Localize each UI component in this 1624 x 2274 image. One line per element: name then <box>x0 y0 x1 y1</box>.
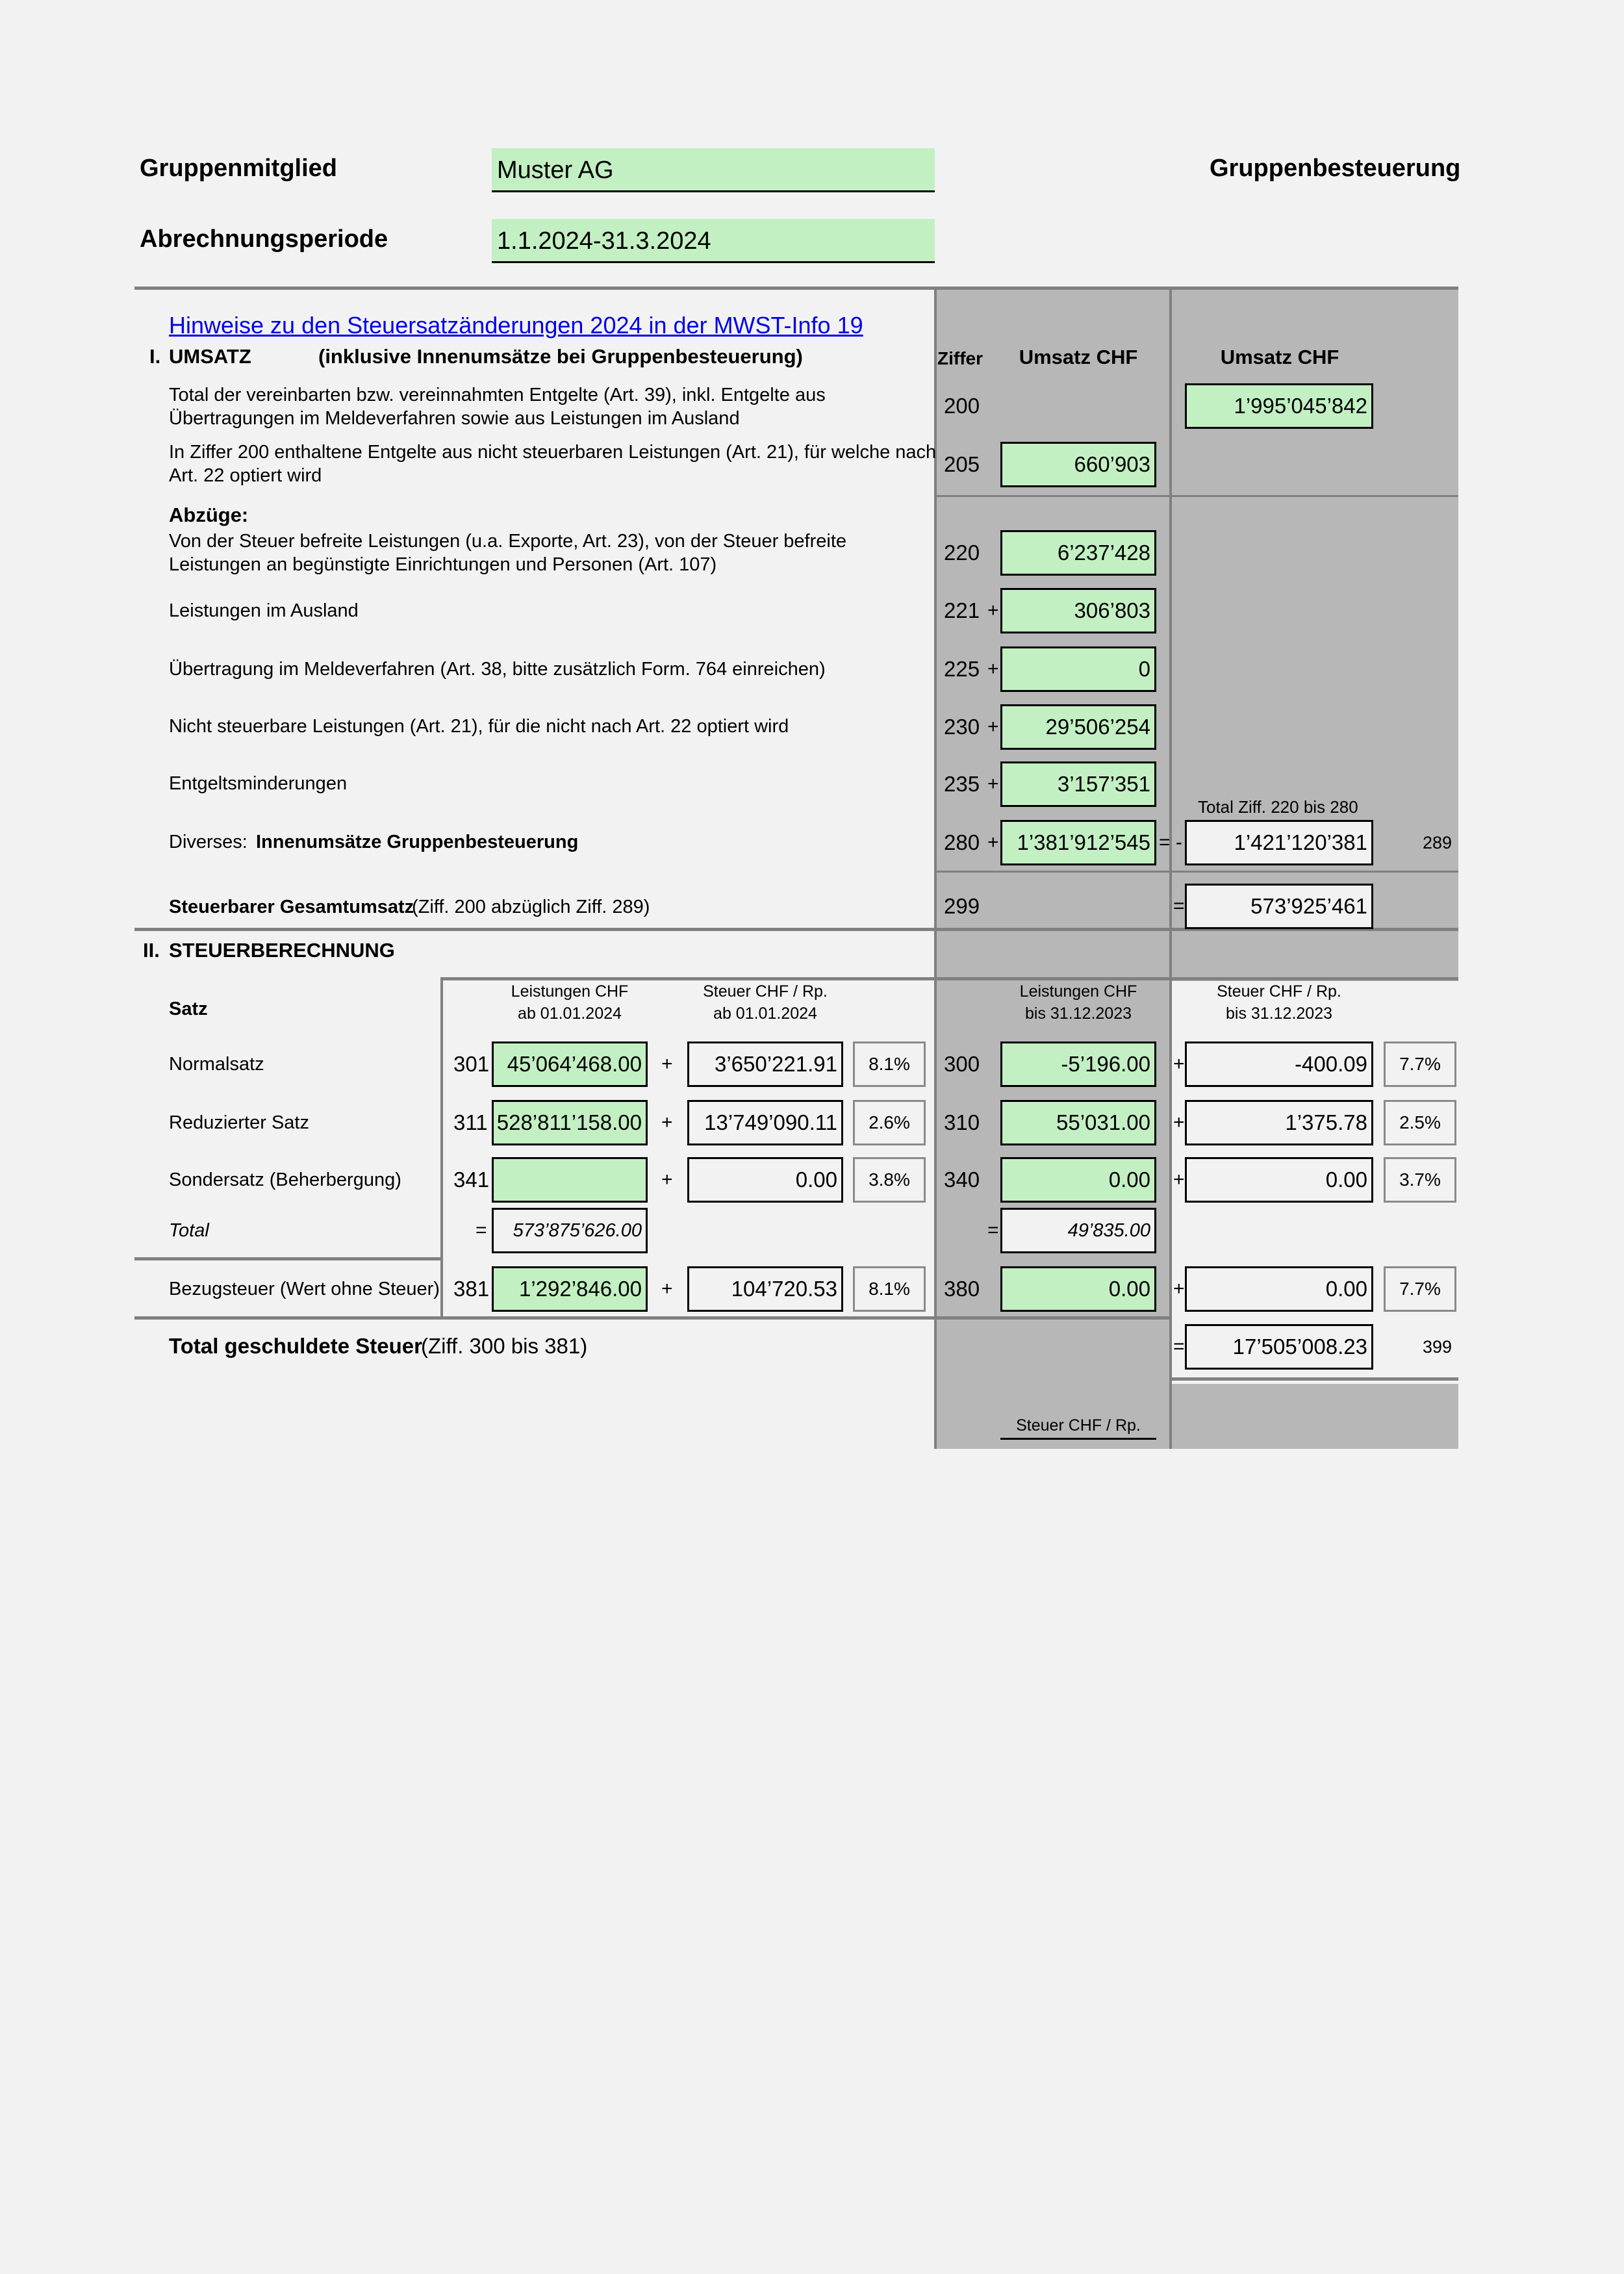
abzuege-title: Abzüge: <box>169 504 249 526</box>
r200-input[interactable]: 1’995’045’842 <box>1185 383 1373 429</box>
reduziert-label: Reduzierter Satz <box>169 1112 309 1133</box>
section2-title: STEUERBERECHNUNG <box>169 939 395 962</box>
total-new-eq: = <box>476 1220 487 1241</box>
r341-plus: + <box>661 1169 673 1190</box>
r380-code: 380 <box>944 1277 980 1301</box>
h-steuer-old-1: Steuer CHF / Rp. <box>1217 982 1341 1001</box>
col-umsatz-2: Umsatz CHF <box>1220 346 1339 368</box>
r280-label-prefix: Diverses: <box>169 832 247 852</box>
total-label: Total <box>169 1220 209 1241</box>
r230-plus: + <box>987 716 999 737</box>
r341-tax: 0.00 <box>687 1157 843 1203</box>
bottom-steuer-underline <box>1000 1438 1156 1440</box>
r310-plus: + <box>1173 1112 1185 1133</box>
satz-label: Satz <box>169 999 208 1019</box>
r230-code: 230 <box>944 715 980 739</box>
r300-code: 300 <box>944 1052 980 1076</box>
r221-label: Leistungen im Ausland <box>169 600 359 621</box>
r205-input[interactable]: 660’903 <box>1000 442 1156 487</box>
r299-eq: = <box>1173 895 1185 917</box>
r225-input[interactable]: 0 <box>1000 646 1156 692</box>
r220-label-2: Leistungen an begünstigte Einrichtungen und Personen (Art. 107) <box>169 554 717 575</box>
total-tax-label: Total geschuldete Steuer <box>169 1334 422 1358</box>
r220-code: 220 <box>944 541 980 565</box>
divider-steuer-header <box>442 977 1458 980</box>
total-220-280-label: Total Ziff. 220 bis 280 <box>1198 797 1358 817</box>
group-label: Gruppenbesteuerung <box>1210 155 1461 182</box>
r299-label-rest: (Ziff. 200 abzüglich Ziff. 289) <box>412 897 650 917</box>
total-old-eq: = <box>987 1220 999 1241</box>
r381-rate: 8.1% <box>853 1266 926 1312</box>
h-leist-new-2: ab 01.01.2024 <box>518 1004 622 1023</box>
r381-tax: 104’720.53 <box>687 1266 843 1312</box>
r311-rate: 2.6% <box>853 1100 926 1145</box>
r301-tax: 3’650’221.91 <box>687 1041 843 1087</box>
r280-eqminus: = - <box>1159 832 1182 853</box>
r225-label: Übertragung im Meldeverfahren (Art. 38, bitte zusätzlich Form. 764 einreichen) <box>169 659 826 680</box>
r311-code: 311 <box>453 1110 488 1134</box>
period-label: Abrechnungsperiode <box>140 225 388 253</box>
r225-code: 225 <box>944 657 980 681</box>
r310-tax: 1’375.78 <box>1185 1100 1373 1145</box>
r221-input[interactable]: 306’803 <box>1000 588 1156 633</box>
r280-plus: + <box>987 832 999 853</box>
r340-rate: 3.7% <box>1384 1157 1456 1203</box>
divider-col-2 <box>1169 289 1172 1449</box>
r200-label-1: Total der vereinbarten bzw. vereinnahmten Entgelte (Art. 39), inkl. Entgelte aus <box>169 385 826 405</box>
bottom-steuer-label: Steuer CHF / Rp. <box>1016 1416 1141 1435</box>
r289-output: 1’421’120’381 <box>1185 820 1373 865</box>
r380-input[interactable]: 0.00 <box>1000 1266 1156 1312</box>
divider-total-tax <box>1171 1377 1458 1381</box>
r341-rate: 3.8% <box>853 1157 926 1203</box>
r380-rate: 7.7% <box>1384 1266 1456 1312</box>
r340-tax: 0.00 <box>1185 1157 1373 1203</box>
total-new-output: 573’875’626.00 <box>492 1208 648 1253</box>
section2-roman: II. <box>143 939 160 962</box>
h-leist-old-2: bis 31.12.2023 <box>1024 1004 1132 1023</box>
r200-label-2: Übertragungen im Meldeverfahren sowie aus Leistungen im Ausland <box>169 408 740 429</box>
r235-code: 235 <box>944 772 980 796</box>
gray-column-area-bottom <box>1171 1384 1458 1449</box>
r280-input[interactable]: 1’381’912’545 <box>1000 820 1156 865</box>
total-tax-label-rest: (Ziff. 300 bis 381) <box>421 1334 588 1358</box>
r310-input[interactable]: 55’031.00 <box>1000 1100 1156 1145</box>
r221-code: 221 <box>944 598 980 622</box>
r310-code: 310 <box>944 1110 980 1134</box>
h-leist-new-1: Leistungen CHF <box>511 982 629 1001</box>
section1-title: UMSATZ <box>169 345 251 368</box>
r341-code: 341 <box>453 1168 490 1192</box>
r280-code: 280 <box>944 830 980 854</box>
r289-code: 289 <box>1423 833 1453 852</box>
divider-abzuege <box>935 495 1458 497</box>
r301-code: 301 <box>453 1052 490 1076</box>
r340-code: 340 <box>944 1168 980 1192</box>
r310-rate: 2.5% <box>1384 1100 1456 1145</box>
r301-input[interactable]: 45’064’468.00 <box>492 1041 648 1087</box>
r205-label-1: In Ziffer 200 enthaltene Entgelte aus nicht steuerbaren Leistungen (Art. 21), für welche nach <box>169 442 937 463</box>
r399-code: 399 <box>1423 1337 1453 1357</box>
r300-input[interactable]: -5’196.00 <box>1000 1041 1156 1087</box>
r280-label: Innenumsätze Gruppenbesteuerung <box>256 832 579 852</box>
divider-280 <box>935 871 1458 873</box>
r235-label: Entgeltsminderungen <box>169 773 348 794</box>
r235-input[interactable]: 3’157’351 <box>1000 761 1156 807</box>
r341-input[interactable] <box>492 1157 648 1203</box>
r340-input[interactable]: 0.00 <box>1000 1157 1156 1203</box>
r300-rate: 7.7% <box>1384 1041 1456 1087</box>
r230-input[interactable]: 29’506’254 <box>1000 704 1156 750</box>
total-tax-output: 17’505’008.23 <box>1185 1324 1373 1370</box>
r311-input[interactable]: 528’811’158.00 <box>492 1100 648 1145</box>
r300-plus: + <box>1173 1053 1185 1075</box>
r205-label-2: Art. 22 optiert wird <box>169 465 322 486</box>
r230-label: Nicht steuerbare Leistungen (Art. 21), für die nicht nach Art. 22 optiert wird <box>169 716 789 737</box>
r311-plus: + <box>661 1112 673 1133</box>
r381-code: 381 <box>453 1277 490 1301</box>
r301-plus: + <box>661 1053 673 1075</box>
r200-code: 200 <box>944 394 980 418</box>
divider-bezug <box>134 1316 1171 1320</box>
divider-top <box>134 287 1458 290</box>
r380-tax: 0.00 <box>1185 1266 1373 1312</box>
r381-input[interactable]: 1’292’846.00 <box>492 1266 648 1312</box>
r301-rate: 8.1% <box>853 1041 926 1087</box>
r299-code: 299 <box>944 894 980 918</box>
r311-tax: 13’749’090.11 <box>687 1100 843 1145</box>
bezug-label: Bezugsteuer (Wert ohne Steuer) <box>169 1279 440 1299</box>
divider-total <box>134 1257 442 1260</box>
total-old-output: 49’835.00 <box>1000 1208 1156 1253</box>
sondersatz-label: Sondersatz (Beherbergung) <box>169 1169 401 1190</box>
mwst-info-link[interactable]: Hinweise zu den Steuersatzänderungen 2024 in der MWST-Info 19 <box>169 312 863 339</box>
r235-plus: + <box>987 773 999 795</box>
r300-tax: -400.09 <box>1185 1041 1373 1087</box>
member-input[interactable]: Muster AG <box>492 148 935 192</box>
r225-plus: + <box>987 658 999 680</box>
member-label: Gruppenmitglied <box>140 155 337 182</box>
r205-code: 205 <box>944 452 980 476</box>
r340-plus: + <box>1173 1169 1185 1190</box>
section1-subtitle: (inklusive Innenumsätze bei Gruppenbesteuerung) <box>318 345 803 368</box>
total-tax-eq: = <box>1173 1336 1185 1357</box>
section1-roman: I. <box>149 345 161 368</box>
period-input[interactable]: 1.1.2024-31.3.2024 <box>492 219 935 263</box>
col-ziffer: Ziffer <box>937 348 983 368</box>
h-steuer-new-2: ab 01.01.2024 <box>713 1004 817 1023</box>
r299-label: Steuerbarer Gesamtumsatz <box>169 897 414 917</box>
normalsatz-label: Normalsatz <box>169 1054 264 1075</box>
r221-plus: + <box>987 600 999 621</box>
r381-plus: + <box>661 1278 673 1299</box>
h-leist-old-1: Leistungen CHF <box>1019 982 1137 1001</box>
r220-label-1: Von der Steuer befreite Leistungen (u.a. Exporte, Art. 23), von der Steuer befreite <box>169 531 847 552</box>
r380-plus: + <box>1173 1278 1185 1299</box>
h-steuer-old-2: bis 31.12.2023 <box>1225 1004 1333 1023</box>
r220-input[interactable]: 6’237’428 <box>1000 530 1156 576</box>
r299-output: 573’925’461 <box>1185 884 1373 929</box>
h-steuer-new-1: Steuer CHF / Rp. <box>703 982 828 1001</box>
col-umsatz-1: Umsatz CHF <box>1019 346 1138 368</box>
divider-steuer-left <box>440 977 443 1317</box>
